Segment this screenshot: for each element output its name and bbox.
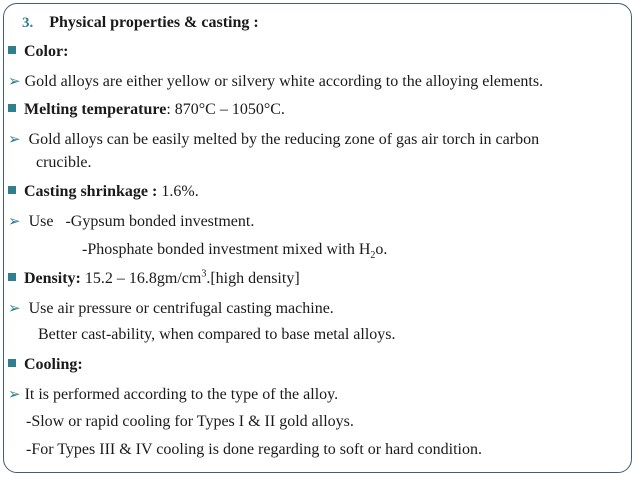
square-bullet-icon — [8, 359, 16, 367]
use-1: Use -Gypsum bonded investment. — [24, 213, 255, 230]
pressure-item — [8, 299, 334, 318]
shrink-value: 1.6%. — [157, 183, 199, 200]
melt-desc-1: Gold alloys can be easily melted by the reducing zone of gas air torch in carbon — [24, 131, 540, 148]
cooling-cont-1 — [26, 413, 354, 431]
use-2-sub: 2 — [370, 250, 376, 262]
density-sup: 3 — [201, 268, 207, 280]
cooling-item — [8, 356, 83, 374]
use-2-post: o. — [375, 241, 388, 258]
melt-item — [8, 101, 285, 119]
color-desc: Gold alloys are either yellow or silvery white according to the alloying elements. — [24, 73, 544, 90]
arrow-bullet-icon: ➢ — [8, 212, 21, 230]
cooling-desc-item — [8, 385, 338, 404]
cooling-cont-2 — [26, 441, 482, 459]
cooling-label: Cooling: — [24, 356, 83, 373]
square-bullet-icon — [8, 186, 16, 194]
density-label: Density: — [24, 270, 81, 287]
section-number: 3. — [22, 15, 34, 31]
color-label: Color: — [24, 43, 69, 60]
pressure-2: Better cast-ability, when compared to base metal alloys. — [38, 326, 396, 343]
square-bullet-icon — [8, 273, 16, 281]
density-value-post: .[high density] — [206, 270, 300, 287]
arrow-bullet-icon: ➢ — [8, 130, 21, 148]
color-item — [8, 43, 68, 61]
density-value-pre: 15.2 – 16.8gm/cm — [80, 270, 202, 287]
square-bullet-icon — [8, 104, 16, 112]
shrink-label: Casting shrinkage : — [24, 183, 158, 200]
section-heading — [22, 14, 259, 32]
density-item — [8, 270, 300, 288]
arrow-bullet-icon: ➢ — [8, 385, 21, 403]
square-bullet-icon — [8, 46, 16, 54]
melt-desc-2: crucible. — [36, 154, 92, 171]
section-title: Physical properties & casting : — [49, 14, 259, 31]
melt-label: Melting temperature — [24, 101, 167, 118]
arrow-bullet-icon: ➢ — [8, 72, 21, 90]
cooling-1: It is performed according to the type of the alloy. — [24, 386, 339, 403]
cooling-2: -Slow or rapid cooling for Types I & II gold alloys. — [26, 413, 354, 430]
melt-desc-item — [8, 130, 539, 149]
pressure-cont — [38, 326, 396, 344]
arrow-bullet-icon: ➢ — [8, 299, 21, 317]
color-desc-item — [8, 72, 543, 91]
use-item — [8, 212, 254, 231]
melt-desc-cont — [36, 154, 92, 172]
shrink-item — [8, 183, 199, 201]
melt-value: : 870°C – 1050°C. — [166, 101, 285, 118]
pressure-1: Use air pressure or centrifugal casting machine. — [24, 300, 334, 317]
use-2-pre: -Phosphate bonded investment mixed with H — [82, 241, 371, 258]
use-cont — [82, 241, 388, 262]
cooling-3: -For Types III & IV cooling is done regarding to soft or hard condition. — [26, 441, 482, 458]
